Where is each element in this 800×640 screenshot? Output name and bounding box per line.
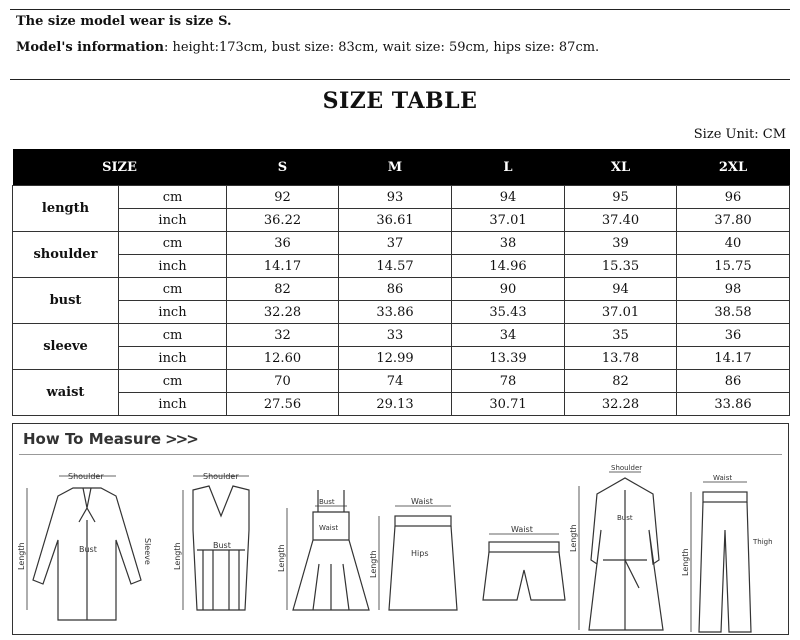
header-m: M	[339, 149, 452, 186]
trousers-length-label: Length	[681, 548, 690, 576]
value-cell: 92	[227, 186, 339, 209]
trousers-thigh-label: Thigh	[753, 538, 773, 546]
coat-bust-label: Bust	[617, 514, 633, 522]
top-length-label: Length	[173, 542, 182, 570]
value-cell: 33	[339, 324, 452, 347]
unit-cell: cm	[119, 232, 227, 255]
value-cell: 37.01	[565, 301, 677, 324]
value-cell: 82	[565, 370, 677, 393]
value-cell: 90	[452, 278, 565, 301]
value-cell: 35	[565, 324, 677, 347]
value-cell: 13.78	[565, 347, 677, 370]
value-cell: 33.86	[677, 393, 790, 416]
blouse-length-label: Length	[17, 542, 26, 570]
unit-cell: cm	[119, 370, 227, 393]
dress-bust-label: Bust	[319, 498, 335, 506]
value-cell: 27.56	[227, 393, 339, 416]
value-cell: 15.75	[677, 255, 790, 278]
measurement-name: length	[13, 186, 119, 232]
value-cell: 96	[677, 186, 790, 209]
value-cell: 38.58	[677, 301, 790, 324]
how-to-measure-panel	[12, 423, 789, 635]
model-info	[16, 40, 599, 55]
header-s: S	[227, 149, 339, 186]
header-rule	[10, 79, 790, 80]
value-cell: 12.60	[227, 347, 339, 370]
measurement-name: waist	[13, 370, 119, 416]
skirt-length-label: Length	[369, 550, 378, 578]
blouse-diagram	[17, 472, 152, 620]
table-row	[13, 347, 790, 370]
shorts-diagram	[483, 525, 565, 600]
garment-diagrams	[13, 460, 790, 636]
value-cell: 74	[339, 370, 452, 393]
how-to-measure-rule	[19, 454, 782, 455]
coat-shoulder-label: Shoulder	[611, 464, 643, 472]
value-cell: 32.28	[227, 301, 339, 324]
table-row	[13, 278, 790, 301]
how-to-measure-title	[23, 430, 197, 448]
value-cell: 37.01	[452, 209, 565, 232]
value-cell: 37.40	[565, 209, 677, 232]
coat-diagram	[569, 464, 663, 630]
size-table	[12, 149, 790, 416]
value-cell: 82	[227, 278, 339, 301]
blouse-bust-label: Bust	[79, 545, 97, 554]
value-cell: 13.39	[452, 347, 565, 370]
header-2xl: 2XL	[677, 149, 790, 186]
value-cell: 36	[227, 232, 339, 255]
skirt-waist-label: Waist	[411, 497, 433, 506]
shorts-waist-label: Waist	[511, 525, 533, 534]
model-size-note: The size model wear is size S.	[16, 14, 232, 29]
value-cell: 14.17	[677, 347, 790, 370]
blouse-sleeve-label: Sleeve	[143, 538, 152, 565]
value-cell: 33.86	[339, 301, 452, 324]
top-rule	[10, 9, 790, 10]
header-l: L	[452, 149, 565, 186]
unit-cell: inch	[119, 347, 227, 370]
value-cell: 32	[227, 324, 339, 347]
page-title: SIZE TABLE	[322, 88, 478, 114]
value-cell: 93	[339, 186, 452, 209]
measurement-name: shoulder	[13, 232, 119, 278]
size-table-header	[13, 149, 790, 186]
unit-cell: inch	[119, 301, 227, 324]
trousers-waist-label: Waist	[713, 474, 733, 482]
table-row	[13, 255, 790, 278]
value-cell: 14.17	[227, 255, 339, 278]
table-row	[13, 301, 790, 324]
dress-length-label: Length	[277, 544, 286, 572]
table-row	[13, 370, 790, 393]
model-info-label: Model's information	[16, 40, 164, 55]
unit-cell: cm	[119, 324, 227, 347]
table-row	[13, 324, 790, 347]
how-to-measure-title-text: How To Measure	[23, 430, 162, 448]
measurement-name: sleeve	[13, 324, 119, 370]
model-info-value: : height:173cm, bust size: 83cm, wait size: 59cm, hips size: 87cm.	[163, 40, 600, 55]
header-xl: XL	[565, 149, 677, 186]
value-cell: 36	[677, 324, 790, 347]
top-shoulder-label: Shoulder	[203, 472, 239, 481]
table-row	[13, 186, 790, 209]
trousers-diagram	[681, 474, 773, 632]
value-cell: 37.80	[677, 209, 790, 232]
slip-dress-diagram	[277, 490, 369, 610]
size-unit: Size Unit: CM	[693, 127, 786, 142]
value-cell: 94	[452, 186, 565, 209]
unit-cell: cm	[119, 186, 227, 209]
skirt-hips-label: Hips	[411, 549, 429, 558]
value-cell: 40	[677, 232, 790, 255]
value-cell: 36.61	[339, 209, 452, 232]
unit-cell: inch	[119, 393, 227, 416]
dress-waist-label: Waist	[319, 524, 339, 532]
blouse-shoulder-label: Shoulder	[68, 472, 104, 481]
unit-cell: cm	[119, 278, 227, 301]
value-cell: 98	[677, 278, 790, 301]
value-cell: 15.35	[565, 255, 677, 278]
value-cell: 37	[339, 232, 452, 255]
value-cell: 39	[565, 232, 677, 255]
value-cell: 86	[677, 370, 790, 393]
unit-cell: inch	[119, 209, 227, 232]
value-cell: 14.96	[452, 255, 565, 278]
header-size: SIZE	[13, 149, 227, 186]
triple-arrow-icon: >>>	[165, 430, 197, 448]
value-cell: 36.22	[227, 209, 339, 232]
coat-length-label: Length	[569, 524, 578, 552]
value-cell: 94	[565, 278, 677, 301]
value-cell: 34	[452, 324, 565, 347]
value-cell: 14.57	[339, 255, 452, 278]
unit-cell: inch	[119, 255, 227, 278]
value-cell: 78	[452, 370, 565, 393]
value-cell: 35.43	[452, 301, 565, 324]
vneck-top-diagram	[173, 472, 249, 610]
measurement-name: bust	[13, 278, 119, 324]
skirt-diagram	[369, 497, 457, 610]
value-cell: 70	[227, 370, 339, 393]
table-row	[13, 232, 790, 255]
top-bust-label: Bust	[213, 541, 231, 550]
value-cell: 95	[565, 186, 677, 209]
table-row	[13, 209, 790, 232]
value-cell: 38	[452, 232, 565, 255]
value-cell: 30.71	[452, 393, 565, 416]
value-cell: 32.28	[565, 393, 677, 416]
value-cell: 86	[339, 278, 452, 301]
table-row	[13, 393, 790, 416]
value-cell: 12.99	[339, 347, 452, 370]
value-cell: 29.13	[339, 393, 452, 416]
